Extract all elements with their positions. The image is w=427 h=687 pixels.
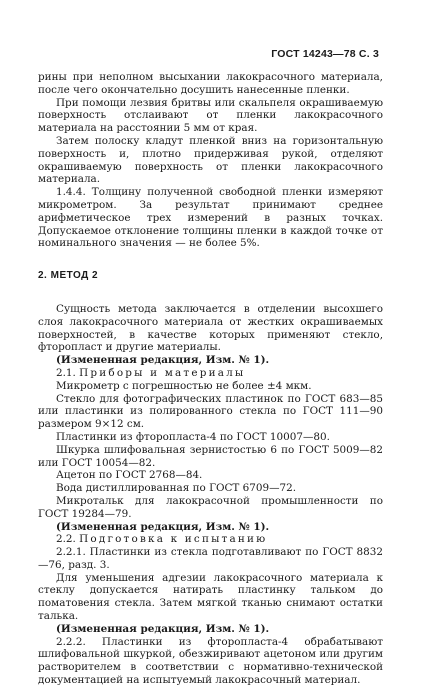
subsection-2-2-heading bbox=[38, 533, 383, 546]
method-intro: Сущность метода заключается в отделении высохшего слоя лакокрасочного материала от жестких окрашиваемых поверхностей, в качестве которых применяют стекло, фторопласт и другие материалы. bbox=[38, 302, 383, 354]
page-header: ГОСТ 14243—78 С. 3 bbox=[271, 48, 379, 60]
revision-note: (Измененная редакция, Изм. № 1). bbox=[56, 354, 270, 367]
material-item: Вода дистиллированная по ГОСТ 6709—72. bbox=[56, 482, 297, 495]
material-item: Шкурка шлифовальная зернистостью 6 по ГОСТ 5009—82 или ГОСТ 10054—82. bbox=[38, 443, 383, 469]
subsection-title: Приборы и материалы bbox=[79, 366, 246, 379]
subsection-number: 2.2. bbox=[56, 533, 76, 546]
paragraph-2-2-1: 2.2.1. Пластинки из стекла подготавливают по ГОСТ 8832—76, разд. 3. bbox=[38, 546, 383, 571]
revision-note: (Измененная редакция, Изм. № 1). bbox=[56, 520, 270, 533]
material-item: Стекло для фотографических пластинок по ГОСТ 683—85 или пластинки из полированного стекла по ГОСТ 111—90 размером 9×12 см. bbox=[38, 392, 383, 431]
paragraph: рины при неполном высыхании лакокрасочного материала, после чего окончательно досушить нанесенные пленки. bbox=[38, 71, 383, 96]
section-heading-method-2: 2. МЕТОД 2 bbox=[38, 270, 99, 282]
material-item: Пластинки из фторопласта-4 по ГОСТ 10007—80. bbox=[56, 430, 330, 443]
revision-note: (Измененная редакция, Изм. № 1). bbox=[56, 622, 270, 635]
paragraph-1-4-4: 1.4.4. Толщину полученной свободной пленки измеряют микрометром. За результат принимают среднее арифметическое трех измерений в разных точках. Допускаемое отклонение толщины пленки в каждой точке от номинального значения — не более 5%. bbox=[38, 186, 383, 250]
paragraph: Затем полоску кладут пленкой вниз на горизонтальную поверхность и, плотно придерживая рукой, отделяют окрашиваемую поверхность от пленки лакокрасочного материала. bbox=[38, 134, 383, 186]
paragraph: При помощи лезвия бритвы или скальпеля окрашиваемую поверхность отслаивают от пленки лакокрасочного материала на расстоянии 5 мм от края. bbox=[38, 96, 383, 135]
subsection-2-1-heading bbox=[38, 367, 383, 380]
subsection-number: 2.1. bbox=[56, 366, 76, 379]
page-body bbox=[38, 71, 383, 687]
material-item: Ацетон по ГОСТ 2768—84. bbox=[56, 469, 203, 482]
subsection-title: Подготовка к испытанию bbox=[79, 533, 268, 546]
material-item: Микрометр с погрешностью не более ±4 мкм. bbox=[56, 379, 312, 392]
material-item: Микротальк для лакокрасочной промышленности по ГОСТ 19284—79. bbox=[38, 494, 383, 520]
paragraph-adhesion: Для уменьшения адгезии лакокрасочного материала к стеклу допускается натирать пластинку тальком до поматовения стекла. Затем мягкой тканью снимают остатки талька. bbox=[38, 571, 383, 623]
paragraph-2-2-2: 2.2.2. Пластинки из фторопласта-4 обрабатывают шлифовальной шкуркой, обезжиривают ацетоном или другим растворителем в соответствии с нормативно-технической документацией на испытуемый лакокрасочный материал. bbox=[38, 635, 383, 687]
